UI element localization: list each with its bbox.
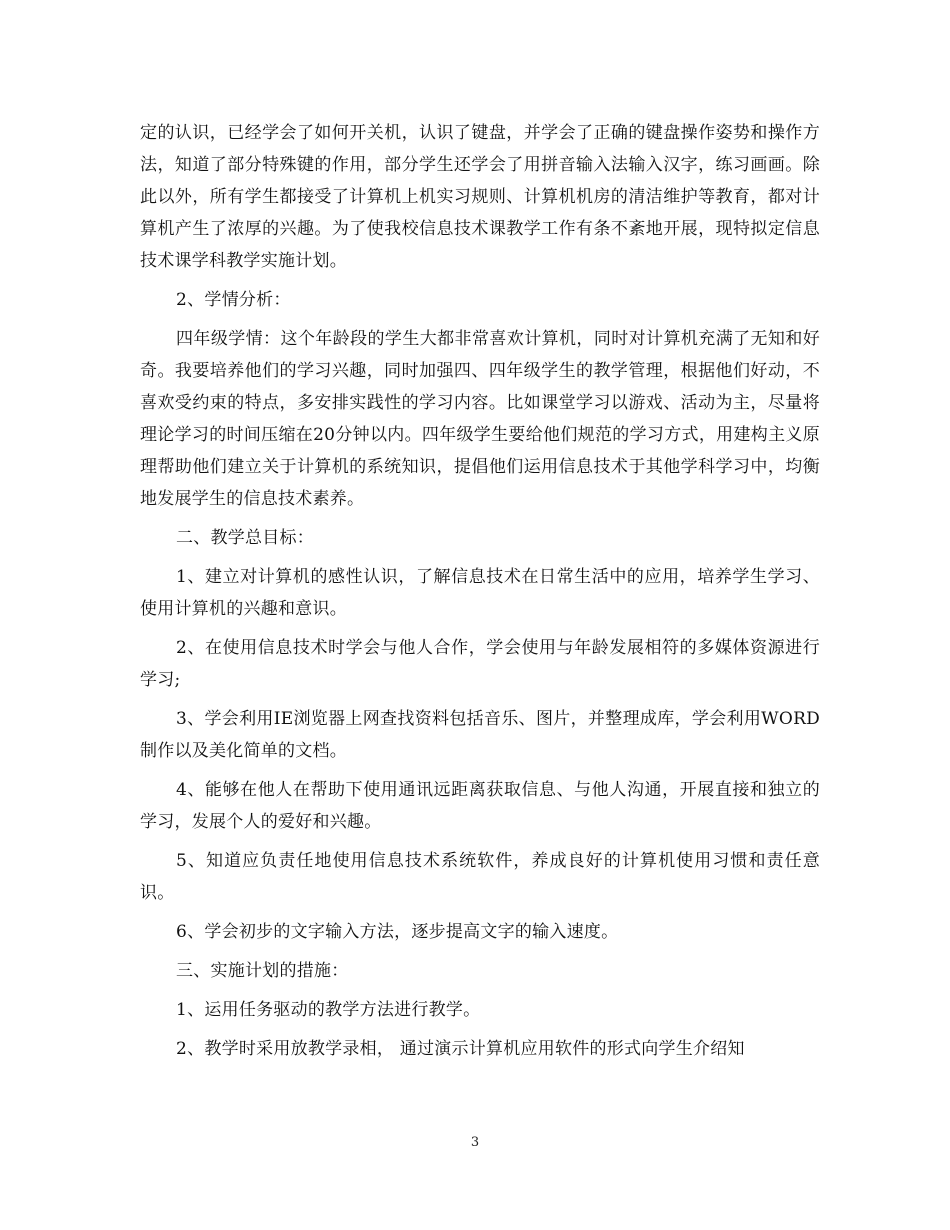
paragraph-heading-student-analysis: 2、学情分析： [176,290,291,310]
paragraph-goal-4: 4、能够在他人在帮助下使用通讯远距离获取信息、与他人沟通，开展直接和独立的学习，发展个人的爱好和兴趣。 [140,780,820,832]
paragraph-goal-2: 2、在使用信息技术时学会与他人合作，学会使用与年龄发展相符的多媒体资源进行学习; [140,638,820,690]
paragraph-goal-5: 5、知道应负责任地使用信息技术系统软件，养成良好的计算机使用习惯和责任意识。 [140,851,820,903]
paragraph-goal-6: 6、学会初步的文字输入方法，逐步提高文字的输入速度。 [176,922,619,942]
document-body [140,117,820,1072]
paragraph-heading-measures: 三、实施计划的措施： [176,961,349,981]
paragraph-goal-3: 3、学会利用IE浏览器上网查找资料包括音乐、图片，并整理成库，学会利用WORD制作以及美化简单的文档。 [140,709,820,761]
paragraph-grade-four-analysis: 四年级学情：这个年龄段的学生大都非常喜欢计算机，同时对计算机充满了无知和好奇。我要培养他们的学习兴趣，同时加强四、四年级学生的教学管理，根据他们好动，不喜欢受约束的特点，多安排实践性的学习内容。比如课堂学习以游戏、活动为主，尽量将理论学习的时间压缩在20分钟以内。四年级学生要给他们规范的学习方式，用建构主义原理帮助他们建立关于计算机的系统知识，提倡他们运用信息技术于其他学科学习中，均衡地发展学生的信息技术素养。 [140,329,820,509]
page-number: 3 [470,1135,480,1150]
paragraph-heading-teaching-goals: 二、教学总目标： [176,528,314,548]
paragraph-continued-intro: 定的认识，已经学会了如何开关机，认识了键盘，并学会了正确的键盘操作姿势和操作方法，知道了部分特殊键的作用，部分学生还学会了用拼音输入法输入汉字，练习画画。除此以外，所有学生都接受了计算机上机实习规则、计算机机房的清洁维护等教育，都对计算机产生了浓厚的兴趣。为了使我校信息技术课教学工作有条不紊地开展，现特拟定信息技术课学科教学实施计划。 [140,123,820,271]
paragraph-measure-1: 1、运用任务驱动的教学方法进行教学。 [176,1000,481,1020]
paragraph-measure-2: 2、教学时采用放教学录相， 通过演示计算机应用软件的形式向学生介绍知 [176,1039,745,1059]
paragraph-goal-1: 1、建立对计算机的感性认识，了解信息技术在日常生活中的应用，培养学生学习、使用计算机的兴趣和意识。 [140,567,820,619]
